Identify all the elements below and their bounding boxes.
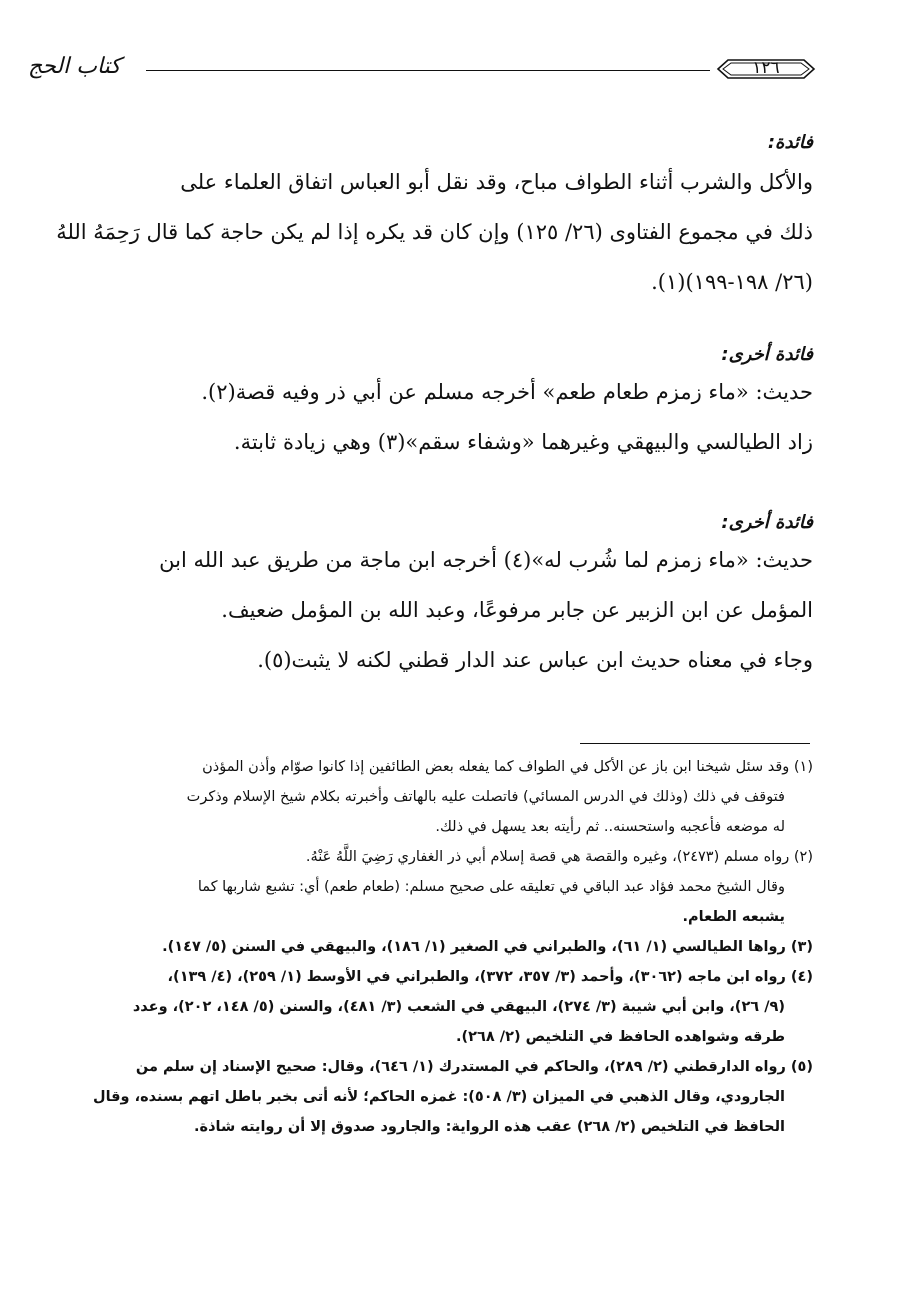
page-header (28, 54, 818, 94)
section-benefit-1 (44, 132, 813, 307)
footnote-line: (٣) رواها الطيالسي (١/ ٦١)، والطبراني في الصغير (١/ ١٨٦)، والبيهقي في السنن (٥/ ١٤٧). (162, 939, 813, 955)
footnote-line: فتوقف في ذلك (وذلك في الدرس المسائي) فاتصلت عليه بالهاتف وأخبرته بكلام شيخ الإسلام وذكرت (186, 789, 785, 805)
section-heading: فائدة أخرى: (721, 344, 813, 365)
page-number-frame (714, 54, 818, 84)
footnote-line: الجارودي، وقال الذهبي في الميزان (٣/ ٥٠٨): غمزه الحاكم؛ لأنه أتى بخبر باطل اتهم بسنده، وقال (93, 1089, 785, 1105)
footnote-line: (١) وقد سئل شيخنا ابن باز عن الأكل في الطواف كما يفعله بعض الطائفين إذا كانوا صوّام وأذن المؤذن (202, 759, 813, 775)
footnote-line: (٢) رواه مسلم (٢٤٧٣)، وغيره والقصة هي قصة إسلام أبي ذر الغفاري رَضِيَ اللَّهُ عَنْهُ. (305, 849, 813, 865)
footnote-line: (٤) رواه ابن ماجه (٣٠٦٢)، وأحمد (٣/ ٣٥٧، ٣٧٢)، والطبراني في الأوسط (١/ ٢٥٩)، (٤/ ١٣٩)، (167, 969, 813, 985)
footnote-separator (580, 743, 810, 744)
footnote-line: الحافظ في التلخيص (٢/ ٢٦٨) عقب هذه الرواية: والجارود صدوق إلا أن روايته شاذة. (194, 1119, 785, 1135)
text-line: حديث: «ماء زمزم لما شُرب له»(٤) أخرجه ابن ماجة من طريق عبد الله ابن (159, 548, 813, 572)
text-line: زاد الطيالسي والبيهقي وغيرهما «وشفاء سقم»(٣) وهي زيادة ثابتة. (233, 430, 813, 454)
text-line: والأكل والشرب أثناء الطواف مباح، وقد نقل أبو العباس اتفاق العلماء على (180, 170, 813, 194)
text-line: ذلك في مجموع الفتاوى (٢٦/ ١٢٥) وإن كان قد يكره إذا لم يكن حاجة كما قال رَحِمَهُ اللهُ (56, 220, 813, 244)
page-number: ١٢٦ (752, 58, 780, 78)
text-line: وجاء في معناه حديث ابن عباس عند الدار قطني لكنه لا يثبت(٥). (257, 648, 813, 672)
section-heading: فائدة أخرى: (721, 512, 813, 533)
footnote-line: طرقه وشواهده الحافظ في التلخيص (٢/ ٢٦٨). (456, 1029, 785, 1045)
text-line: حديث: «ماء زمزم طعام طعم» أخرجه مسلم عن أبي ذر وفيه قصة(٢). (201, 380, 813, 404)
footnote-line: (٩/ ٢٦)، وابن أبي شيبة (٣/ ٢٧٤)، البيهقي في الشعب (٣/ ٤٨١)، والسنن (٥/ ١٤٨، ٢٠٢)، وعدد (132, 999, 785, 1015)
section-benefit-3 (44, 512, 813, 685)
footnotes (44, 752, 813, 1142)
footnote-line: له موضعه فأعجبه واستحسنه.. ثم رأيته بعد يسهل في ذلك. (435, 819, 785, 835)
text-line: (٢٦/ ١٩٨-١٩٩)(١). (651, 270, 813, 294)
section-benefit-2 (44, 344, 813, 467)
text-line: المؤمل عن ابن الزبير عن جابر مرفوعًا، وعبد الله بن المؤمل ضعيف. (221, 598, 813, 622)
running-book-title: كتاب الحج (28, 54, 121, 79)
footnote-line: يشبعه الطعام. (682, 909, 785, 925)
header-rule (146, 70, 710, 71)
section-heading: فائدة: (767, 132, 813, 153)
footnote-line: (٥) رواه الدارقطني (٢/ ٢٨٩)، والحاكم في المستدرك (١/ ٦٤٦)، وقال: صحيح الإسناد إن سلم من (135, 1059, 813, 1075)
footnote-line: وقال الشيخ محمد فؤاد عبد الباقي في تعليقه على صحيح مسلم: (طعام طعم) أي: تشبع شاربها كما (197, 879, 785, 895)
